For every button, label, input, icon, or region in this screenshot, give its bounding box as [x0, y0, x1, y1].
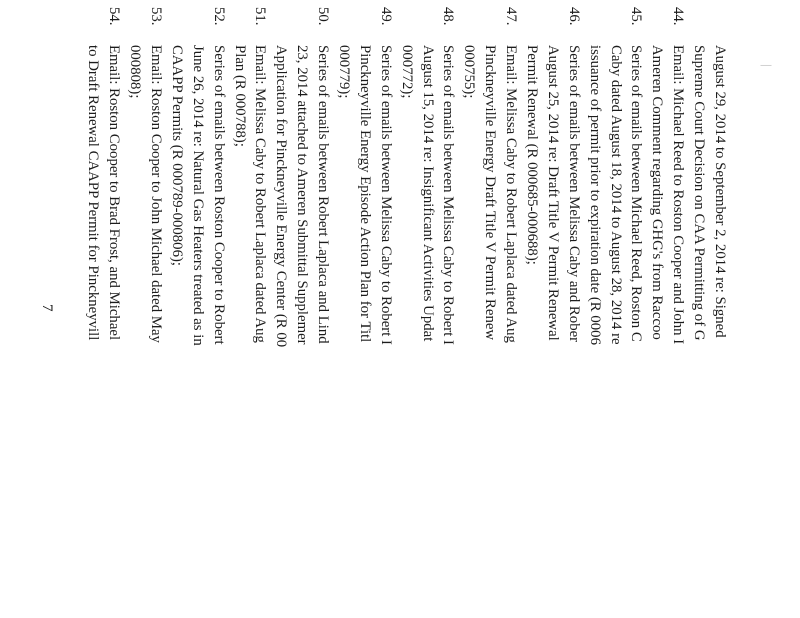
item-number: 44.	[670, 7, 687, 26]
item-number: 48.	[440, 7, 457, 26]
item-line: CAAPP Permits (R 000789-000806);	[168, 45, 185, 267]
exhibit-list	[82, 7, 730, 618]
item-number: 50.	[315, 7, 332, 26]
item-line: to Draft Renewal CAAPP Permit for Pinckneyvill	[85, 45, 102, 341]
edge-mark: |	[760, 64, 775, 67]
item-line: Pinckneyville Energy Draft Title V Permit Renew	[482, 45, 499, 341]
item-number: 47.	[503, 7, 520, 26]
lead-line: August 29, 2014 to September 2, 2014 re: Signed	[712, 45, 728, 338]
list-item	[458, 7, 521, 618]
list-item	[584, 7, 647, 618]
item-line: June 26, 2014 re: Natural Gas Heaters treated as in	[189, 45, 206, 346]
item-line: Caby dated August 18, 2014 to August 28, 2014 re	[607, 45, 624, 345]
item-line: Plan (R 000788);	[231, 45, 248, 147]
item-line: Email: Roston Cooper to Brad Frost, and Michael	[106, 45, 123, 341]
list-item	[270, 7, 333, 618]
page-number: 7	[39, 304, 55, 312]
item-number: 46.	[565, 7, 582, 26]
lead-line: Supreme Court Decision on CAA Permitting of G	[691, 45, 708, 341]
item-line: Pinckneyville Energy Episode Action Plan for Titl	[356, 45, 373, 343]
list-item	[646, 7, 688, 618]
item-line: August 15, 2014 re: Insignificant Activities Updat	[419, 45, 436, 342]
item-line: Series of emails between Michael Reed, Roston C	[628, 45, 645, 342]
item-line: Series of emails between Melissa Caby to Robert I	[440, 45, 457, 345]
item-line: Email: Melissa Caby to Robert Laplaca dated Aug	[252, 45, 269, 343]
item-number: 49.	[377, 7, 394, 26]
item-line: Application for Pinckneyville Energy Center (R 00	[273, 45, 290, 348]
list-item	[333, 7, 396, 618]
item-line: Series of emails between Melissa Caby to Robert I	[377, 45, 394, 345]
item-number: 45.	[628, 7, 645, 26]
item-line: 000755);	[461, 45, 478, 99]
item-line: Permit Renewal (R 000685-000688);	[523, 45, 540, 265]
item-number: 51.	[252, 7, 269, 26]
item-line: 23, 2014 attached to Ameren Submittal Supplemer	[294, 45, 311, 345]
item-line: 000779);	[335, 45, 352, 99]
item-number: 52.	[210, 7, 227, 26]
item-line: issuance of permit prior to expiration date (R 0006	[586, 45, 603, 345]
item-line: Email: Roston Cooper to John Michael dated May	[147, 45, 164, 343]
list-item	[229, 7, 271, 618]
item-number: 54.	[106, 7, 123, 26]
list-item	[82, 7, 124, 618]
item-number: 53.	[147, 7, 164, 26]
item-line: Series of emails between Robert Laplaca and Lind	[315, 45, 332, 344]
list-item	[521, 7, 584, 618]
item-line: 000772);	[398, 45, 415, 99]
item-line: August 25, 2014 re: Draft Title V Permit Renewal	[544, 45, 561, 341]
item-line: Ameren Comment regarding GHG's from Raccoo	[649, 45, 666, 340]
list-item	[124, 7, 166, 618]
item-line: Series of emails between Roston Cooper to Robert	[210, 45, 227, 345]
list-item	[396, 7, 459, 618]
item-list	[82, 7, 688, 618]
item-line: 000808);	[127, 45, 144, 99]
list-item	[166, 7, 229, 618]
item-line: Series of emails between Melissa Caby and Rober	[565, 45, 582, 343]
item-line: Email: Melissa Caby to Robert Laplaca dated Aug	[503, 45, 520, 343]
item-line: Email: Michael Reed to Roston Cooper and John I	[670, 45, 687, 345]
